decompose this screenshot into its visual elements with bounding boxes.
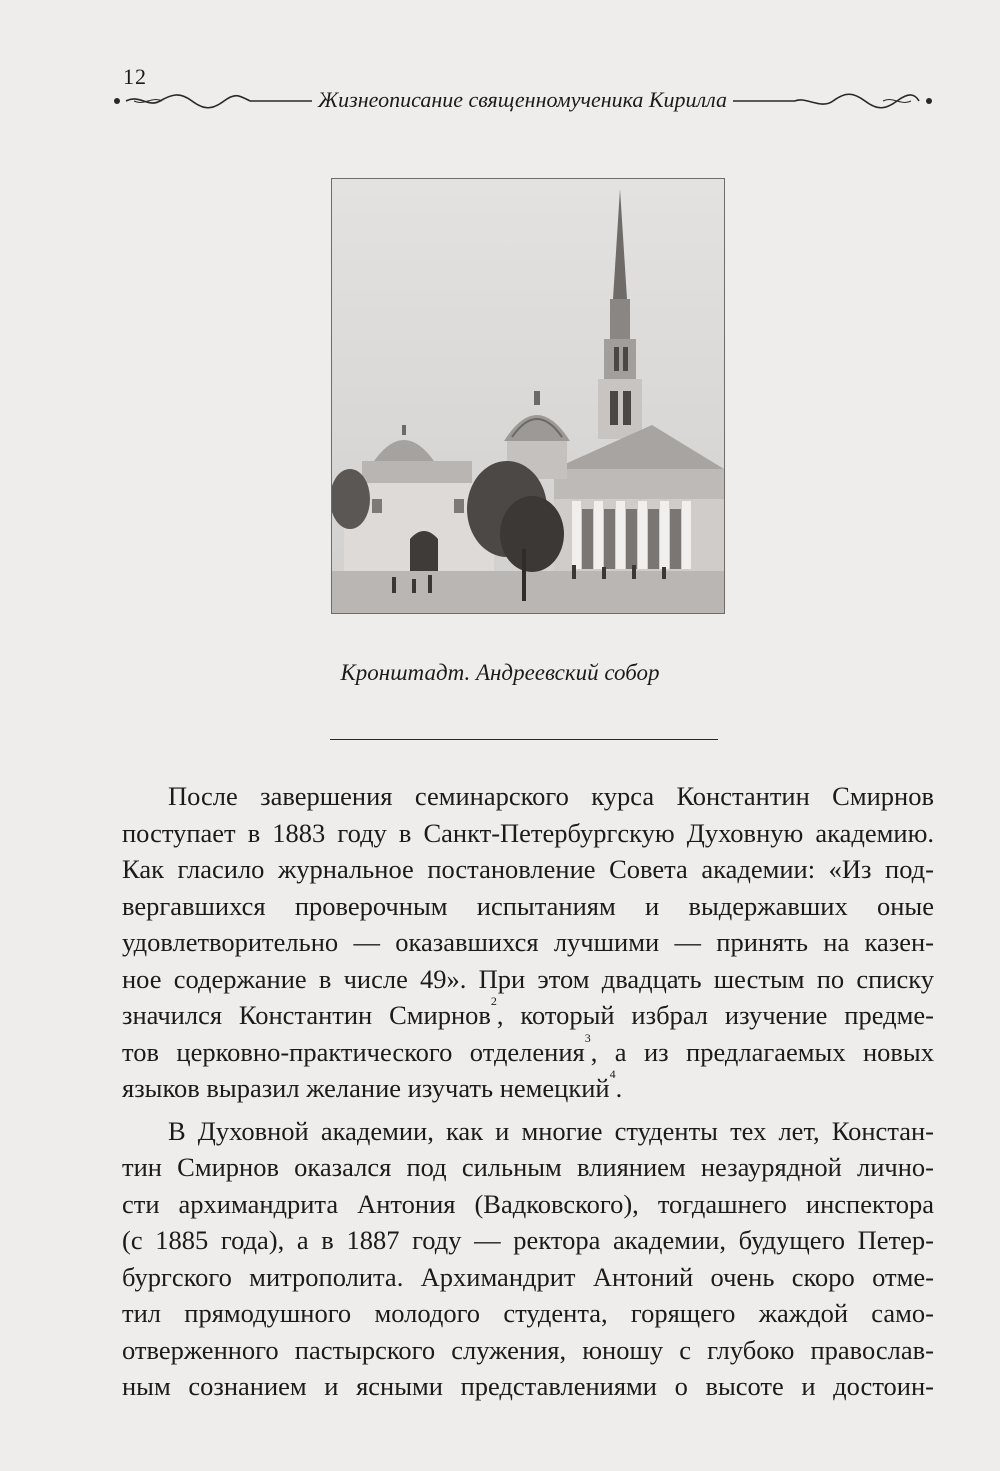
text-line: вергавшихся проверочным испытаниям и выдержавших оные <box>122 890 934 921</box>
text-fragment: . <box>615 1073 623 1103</box>
text-line <box>122 1067 934 1107</box>
text-line <box>122 994 934 1034</box>
text-line <box>122 1030 934 1071</box>
text-line: (с 1885 года), а в 1887 году — ректора академии, будущего Петер- <box>122 1225 934 1255</box>
running-title: Жизнеописание священномученика Кирилла <box>312 87 733 112</box>
text-line: тин Смирнов оказался под сильным влиянием незаурядной лично- <box>122 1152 934 1182</box>
text-line: удовлетворительно — оказавшихся лучшими — принять на казен- <box>122 927 934 957</box>
text-line: тил прямодушного молодого студента, горящего жаждой само- <box>122 1298 934 1328</box>
figure-caption: Кронштадт. Андреевский собор <box>340 660 660 685</box>
running-head <box>100 84 945 124</box>
text-fragment: тов церковно-практического отделения <box>122 1036 585 1067</box>
andreevsky-cathedral-photo <box>331 178 725 614</box>
text-line: бургского митрополита. Архимандрит Антоний очень скоро отме- <box>122 1261 934 1292</box>
cathedral-image <box>332 179 724 613</box>
text-fragment: , который избрал изучение предме- <box>496 1000 934 1030</box>
footnote-ref[interactable]: 2 <box>490 994 497 1008</box>
text-line: отверженного пастырского служения, юношу с глубоко православ- <box>122 1334 934 1365</box>
paragraph-2 <box>122 1113 934 1405</box>
text-line: поступает в 1883 году в Санкт-Петербургскую Духовную академию. <box>122 817 934 848</box>
text-line: ное содержание в числе 49». При этом двадцать шестым по списку <box>122 963 934 994</box>
text-line: В Духовной академии, как и многие студенты тех лет, Констан- <box>168 1115 934 1146</box>
text-line: сти архимандрита Антония (Вадковского), тогдашнего инспектора <box>122 1188 934 1219</box>
separator-rule <box>330 739 718 740</box>
text-line: После завершения семинарского курса Константин Смирнов <box>168 781 934 811</box>
text-line: Как гласило журнальное постановление Совета академии: «Из под- <box>122 854 934 884</box>
text-fragment: , а из предлагаемых новых <box>590 1036 934 1067</box>
footnote-ref[interactable]: 3 <box>584 1030 591 1045</box>
footnote-ref[interactable]: 4 <box>609 1067 616 1081</box>
text-line: ным сознанием и ясными представлениями о высоте и достоин- <box>122 1371 934 1401</box>
text-fragment: значился Константин Смирнов <box>122 1000 491 1030</box>
paragraph-1 <box>122 778 934 1107</box>
body-text <box>122 778 934 1405</box>
page-number: 12 <box>123 64 147 89</box>
text-fragment: языков выразил желание изучать немецкий <box>122 1073 610 1103</box>
